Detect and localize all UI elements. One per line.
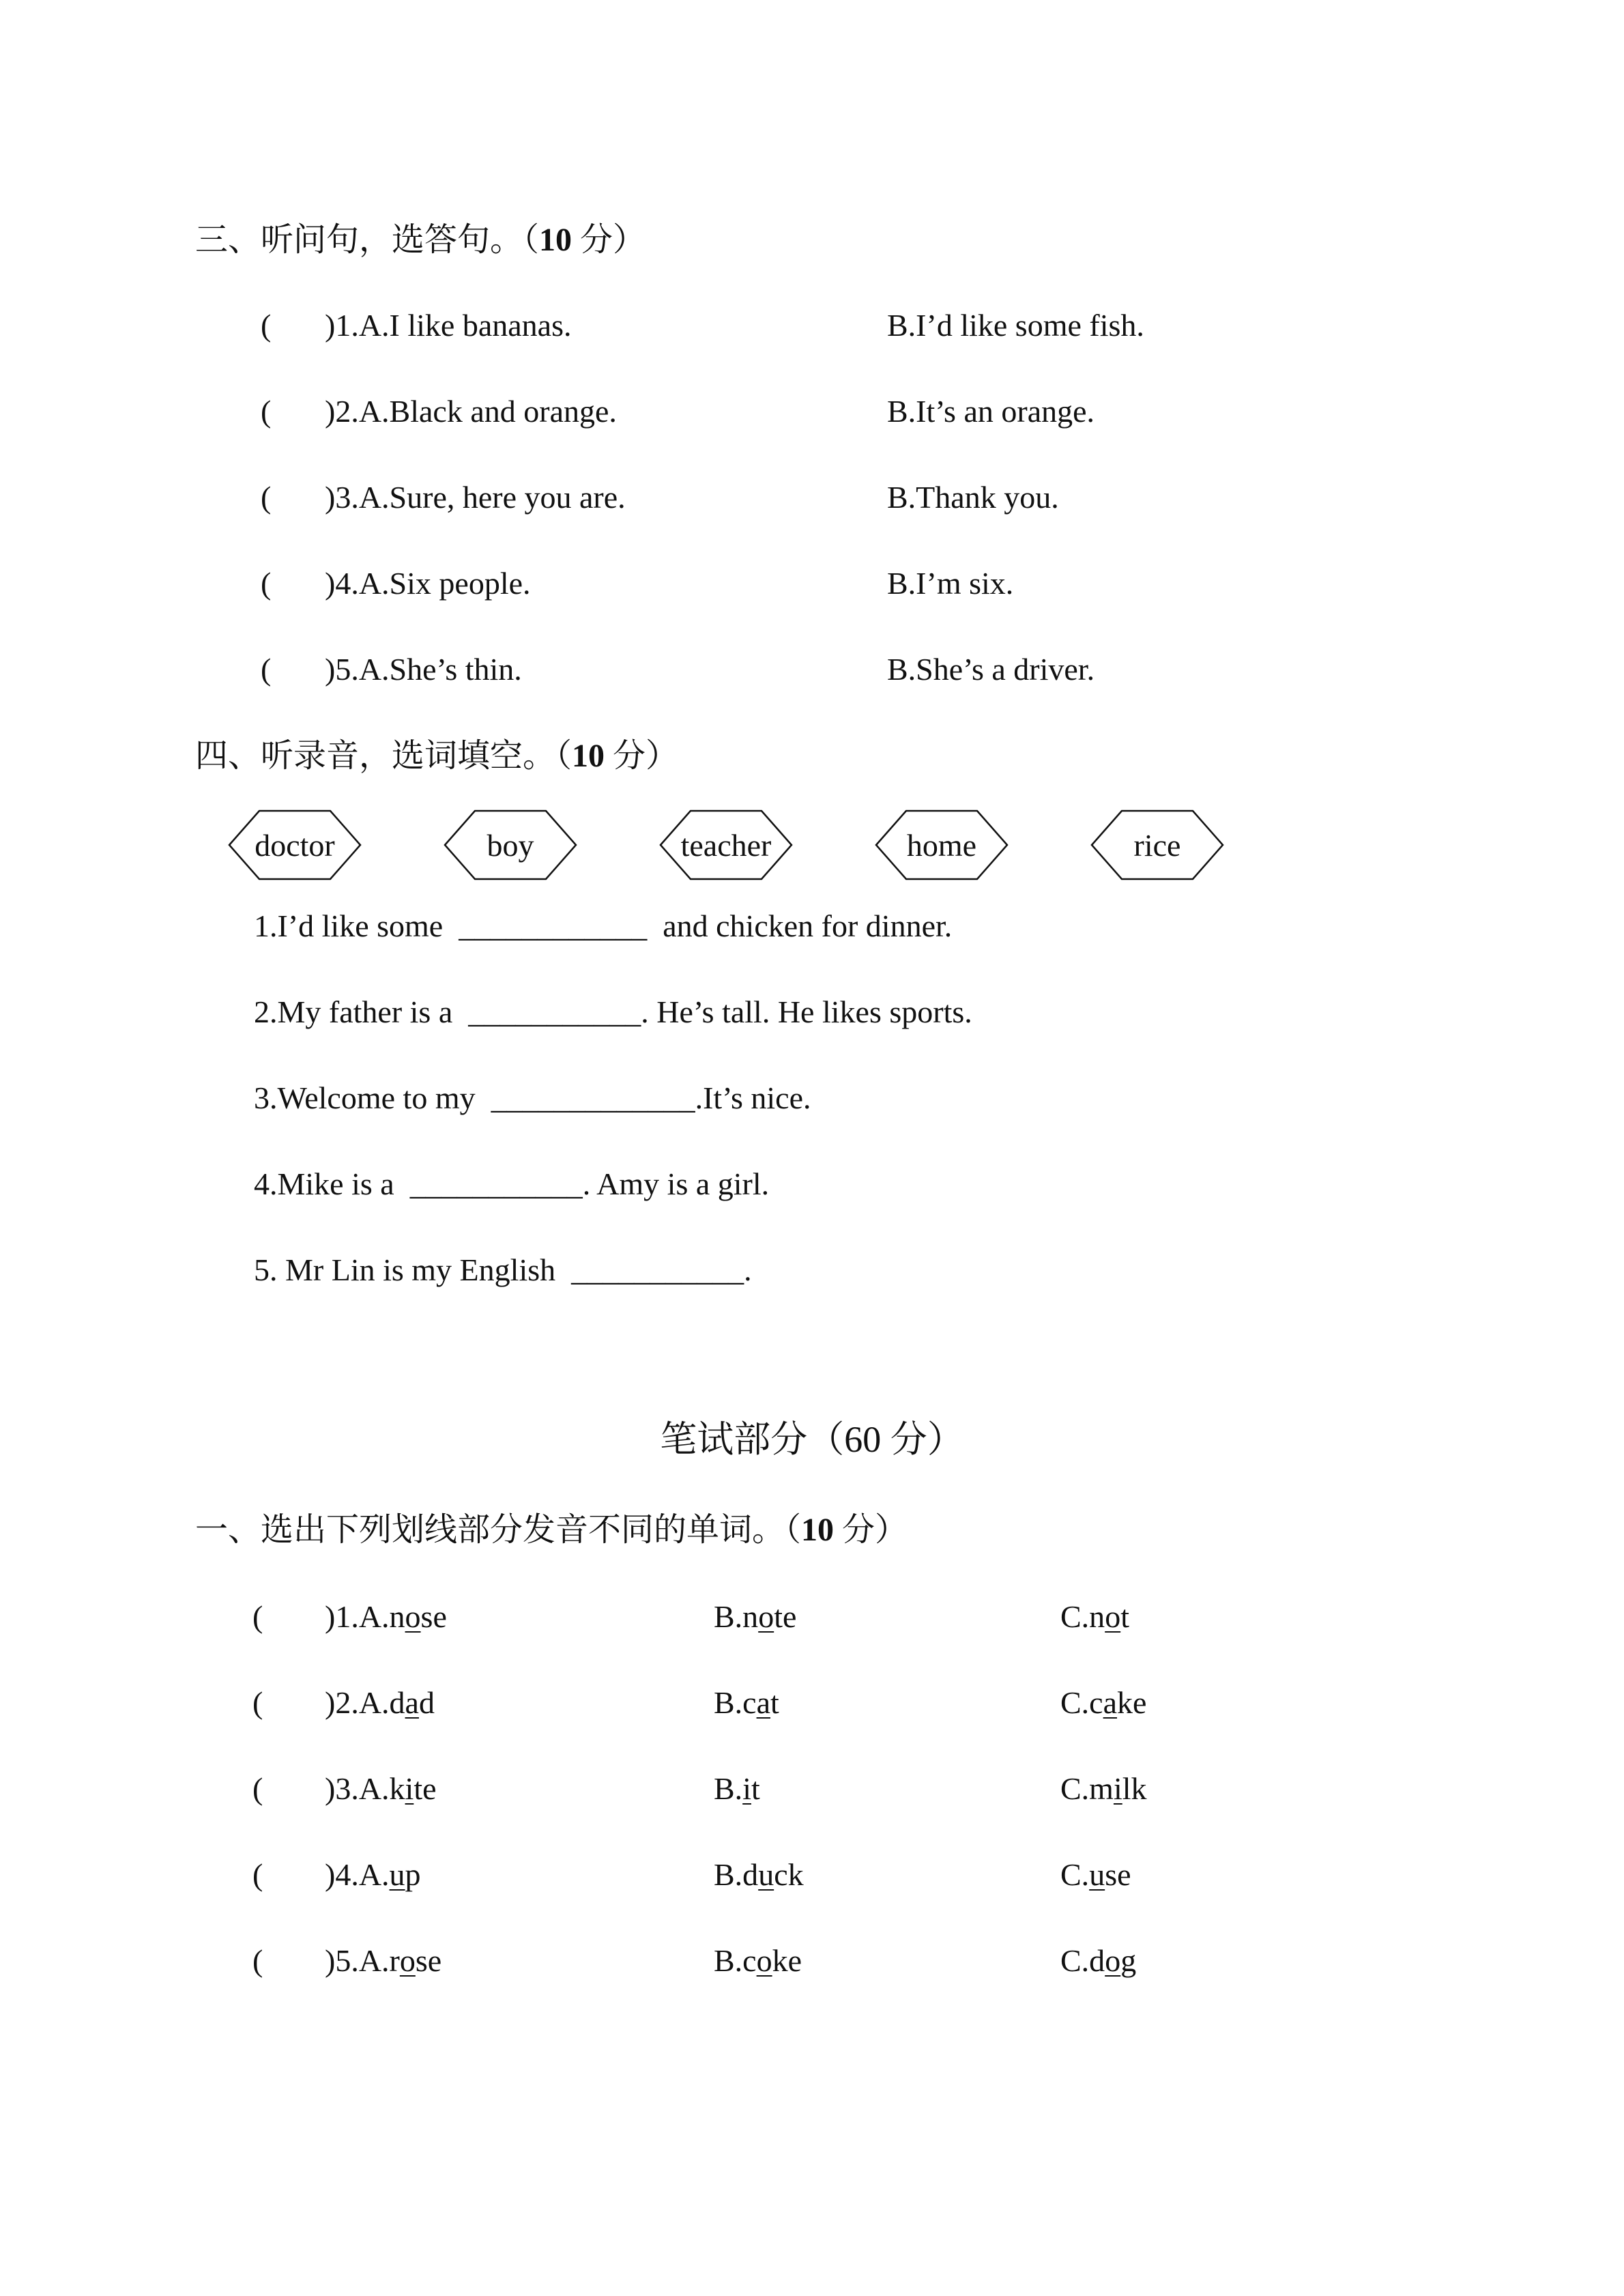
option-b: B.It’s an orange. (887, 394, 1095, 429)
fill-in-sentence[interactable]: 2.My father is a ___________. He’s tall. He likes sports. (254, 994, 972, 1029)
option-b: B.duck (714, 1857, 804, 1892)
option-c: C.not (1060, 1599, 1129, 1634)
option-a: )5.A.rose (325, 1943, 442, 1978)
option-b: B.cat (714, 1685, 779, 1720)
option-b: B.I’m six. (887, 566, 1014, 601)
fill-in-sentence[interactable]: 1.I’d like some ____________ and chicken for dinner. (254, 908, 953, 943)
option-c: C.use (1060, 1857, 1131, 1892)
section3-heading: 三、听问句，选答句。（10 分） (195, 222, 646, 258)
answer-paren[interactable]: ( (261, 308, 272, 343)
word-bank-item (875, 809, 1009, 880)
option-b: B.I’d like some fish. (887, 308, 1144, 343)
word-bank-item (659, 809, 793, 880)
written-section1-heading: 一、选出下列划线部分发音不同的单词。（10 分） (195, 1512, 908, 1548)
option-a: )2.A.dad (325, 1685, 435, 1720)
option-a: )4.A.Six people. (325, 566, 531, 601)
option-a: )5.A.She’s thin. (325, 652, 522, 687)
option-c: C.milk (1060, 1771, 1147, 1806)
answer-paren[interactable]: ( (261, 566, 272, 601)
word-label: home (906, 827, 977, 863)
option-b: B.coke (714, 1943, 802, 1978)
word-bank-item (1090, 809, 1224, 880)
answer-paren[interactable]: ( (252, 1857, 263, 1892)
answer-paren[interactable]: ( (261, 652, 272, 687)
answer-paren[interactable]: ( (261, 394, 272, 429)
option-a: )1.A.I like bananas. (325, 308, 572, 343)
answer-paren[interactable]: ( (252, 1943, 263, 1978)
option-c: C.cake (1060, 1685, 1147, 1720)
option-b: B.Thank you. (887, 480, 1059, 515)
option-b: B.She’s a driver. (887, 652, 1095, 687)
word-label: teacher (680, 827, 772, 863)
written-part-title: 笔试部分（60 分） (660, 1419, 964, 1460)
option-b: B.note (714, 1599, 797, 1634)
word-label: doctor (255, 827, 335, 863)
answer-paren[interactable]: ( (261, 480, 272, 515)
fill-in-sentence[interactable]: 4.Mike is a ___________. Amy is a girl. (254, 1166, 770, 1201)
option-b: B.it (714, 1771, 760, 1806)
answer-paren[interactable]: ( (252, 1599, 263, 1634)
option-a: )3.A.Sure, here you are. (325, 480, 626, 515)
fill-in-sentence[interactable]: 5. Mr Lin is my English ___________. (254, 1252, 752, 1287)
word-label: rice (1133, 827, 1181, 863)
answer-paren[interactable]: ( (252, 1685, 263, 1720)
option-c: C.dog (1060, 1943, 1137, 1978)
word-bank-item (444, 809, 577, 880)
option-a: )4.A.up (325, 1857, 421, 1892)
option-a: )3.A.kite (325, 1771, 437, 1806)
word-bank-item (228, 809, 362, 880)
section4-heading: 四、听录音，选词填空。（10 分） (195, 738, 679, 774)
option-a: )1.A.nose (325, 1599, 447, 1634)
word-label: boy (487, 827, 534, 863)
answer-paren[interactable]: ( (252, 1771, 263, 1806)
option-a: )2.A.Black and orange. (325, 394, 617, 429)
fill-in-sentence[interactable]: 3.Welcome to my _____________.It’s nice. (254, 1080, 811, 1115)
